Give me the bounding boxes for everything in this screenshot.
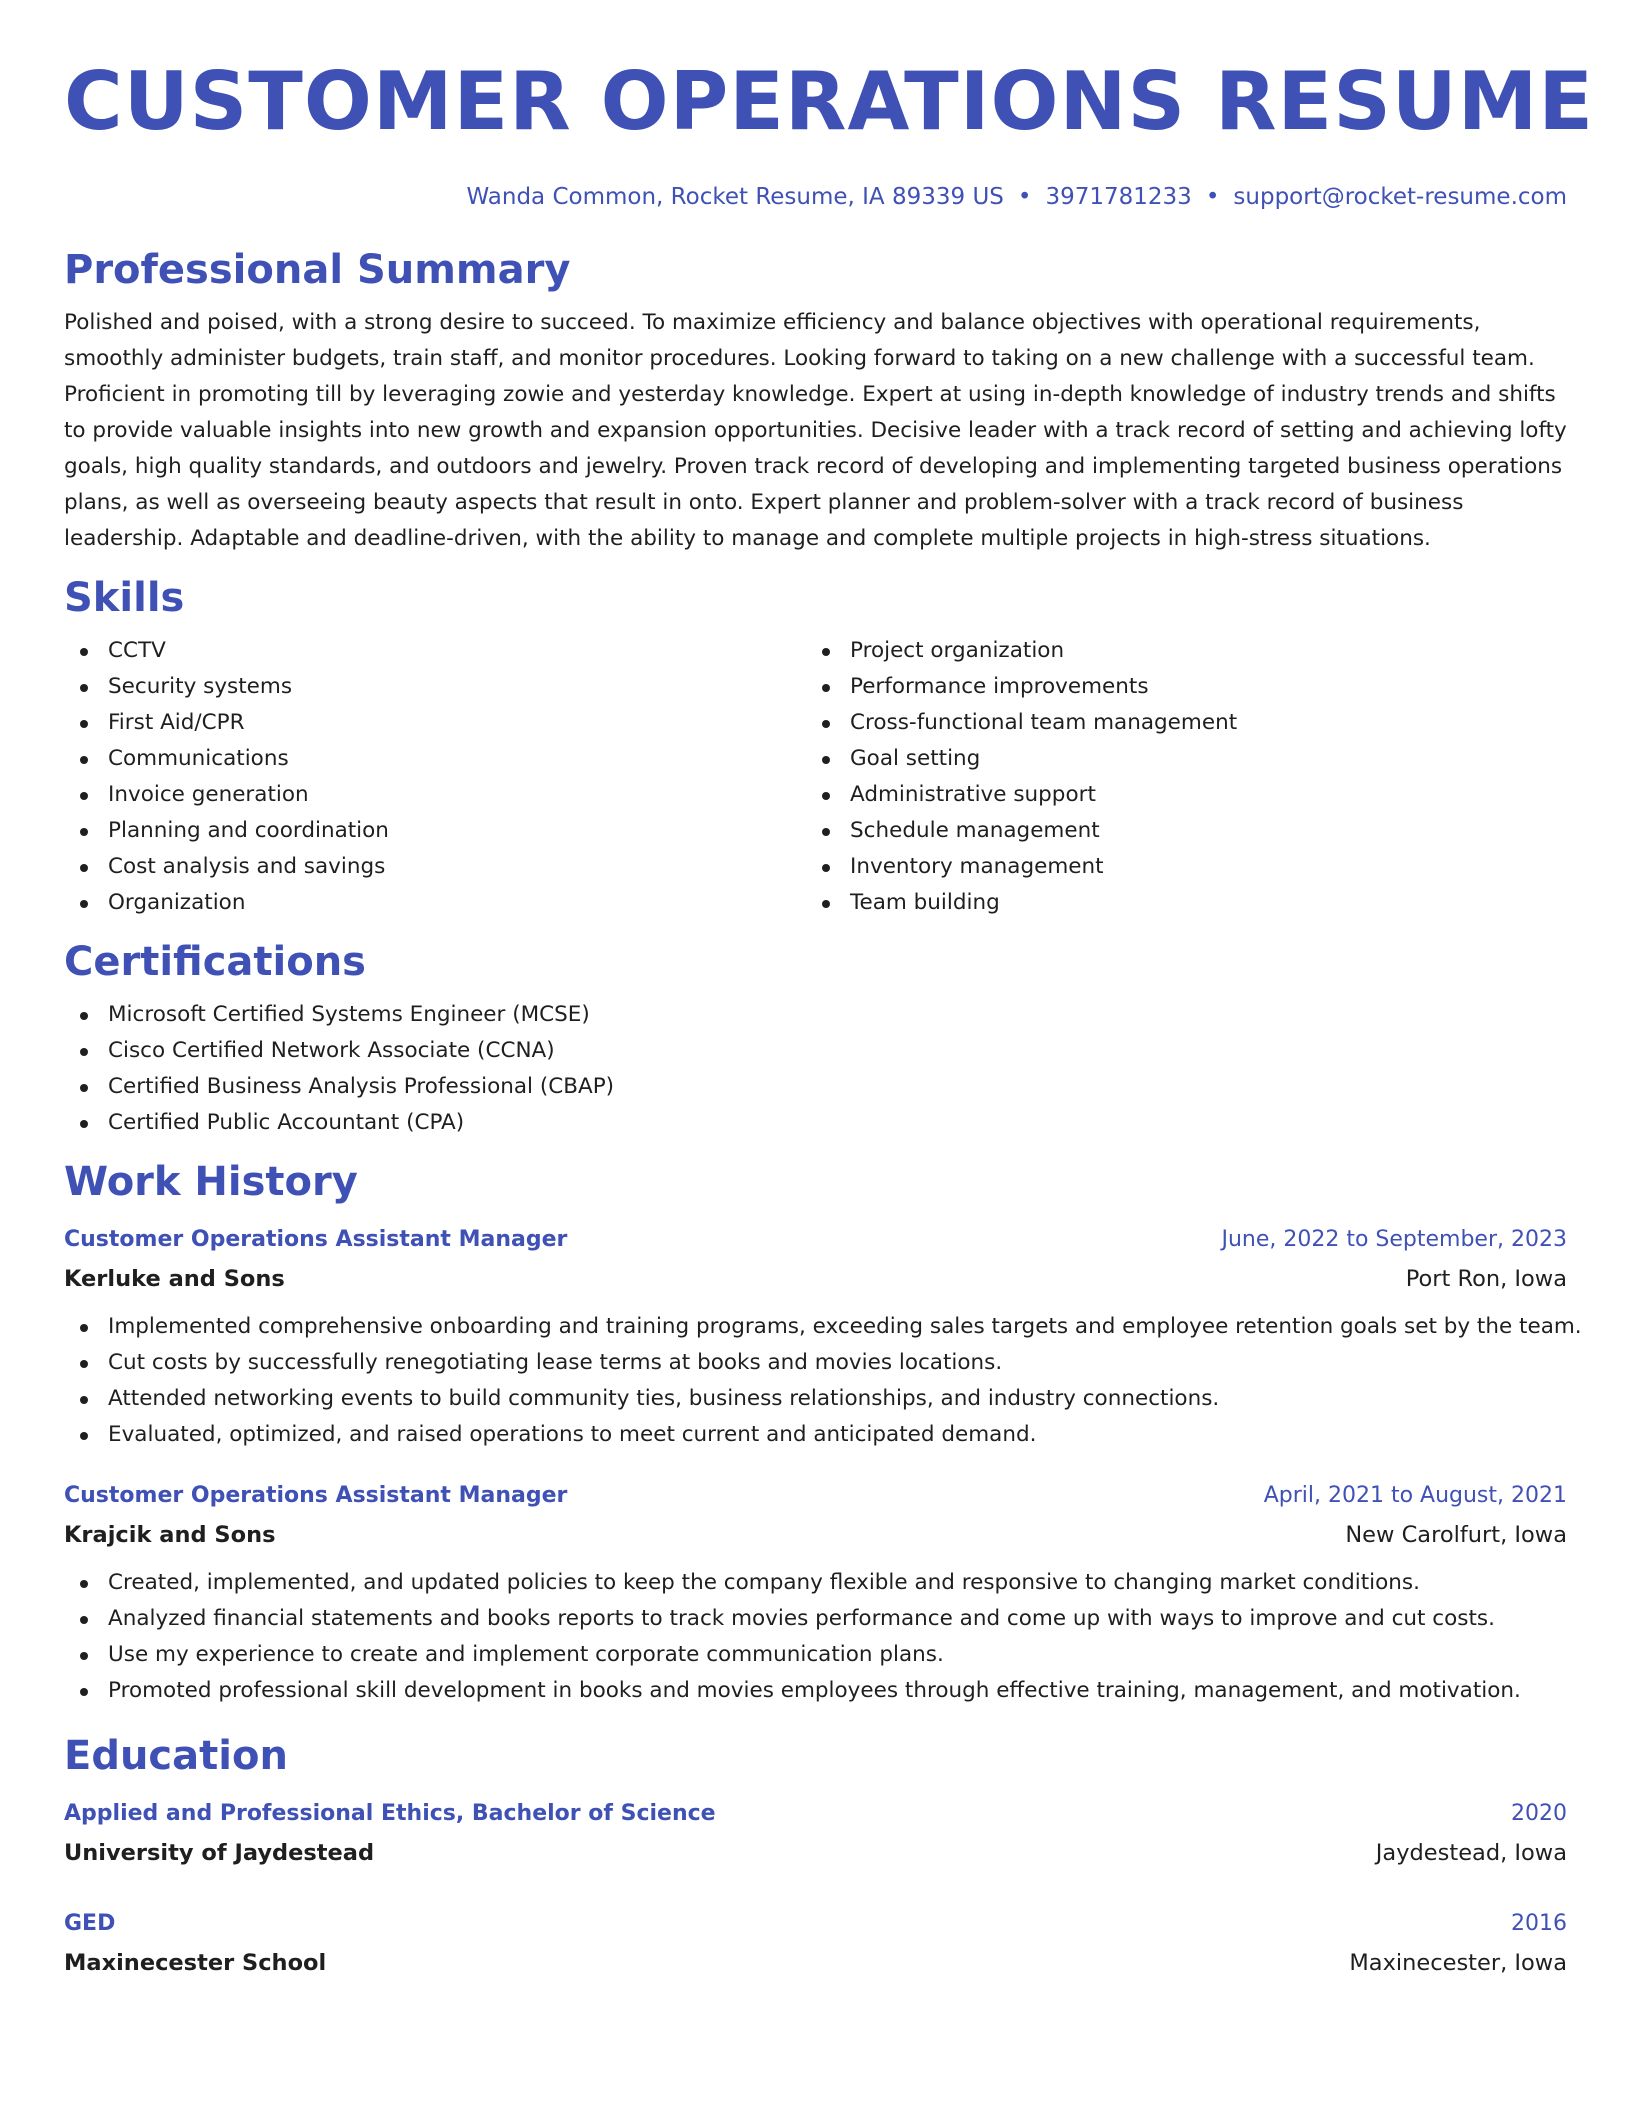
skill-item: Team building: [806, 885, 1548, 921]
skill-item: Performance improvements: [806, 669, 1548, 705]
skill-item: Organization: [64, 885, 806, 921]
skill-item: Administrative support: [806, 777, 1548, 813]
job-bullet: Attended networking events to build community ties, business relationships, and industry connections.: [64, 1381, 1567, 1417]
contact-separator: •: [1205, 184, 1220, 210]
job-bullet: Evaluated, optimized, and raised operations to meet current and anticipated demand.: [64, 1417, 1567, 1453]
skills-list: [64, 633, 1567, 921]
job-company: Krajcik and Sons: [64, 1522, 276, 1548]
certification-item: Cisco Certified Network Associate (CCNA): [64, 1033, 1567, 1069]
job-bullet: Created, implemented, and updated policies to keep the company flexible and responsive to changing market conditions.: [64, 1565, 1567, 1601]
certifications-list: [64, 997, 1567, 1141]
job-dates: June, 2022 to September, 2023: [1221, 1227, 1567, 1252]
skills-column-left: [64, 633, 806, 921]
job-bullet: Use my experience to create and implement corporate communication plans.: [64, 1637, 1567, 1673]
job-location: Port Ron, Iowa: [1405, 1266, 1567, 1292]
education-school: University of Jaydestead: [64, 1840, 375, 1866]
job-bullet: Cut costs by successfully renegotiating lease terms at books and movies locations.: [64, 1345, 1567, 1381]
job-bullet: Implemented comprehensive onboarding and training programs, exceeding sales targets and employee retention goals set by the team.: [64, 1309, 1567, 1345]
job-location: New Carolfurt, Iowa: [1345, 1522, 1567, 1548]
skill-item: Project organization: [806, 633, 1548, 669]
section-heading-certifications: Certifications: [64, 939, 366, 985]
job-entry: [64, 1481, 1567, 1709]
resume-page: [64, 52, 1595, 1979]
contact-separator: •: [1017, 184, 1032, 210]
education-degree: GED: [64, 1911, 116, 1936]
summary-text: Polished and poised, with a strong desire to succeed. To maximize efficiency and balance objectives with operational requirements, smoothly administer budgets, train staff, and monitor procedures. Looking forward to taking on a new challenge with a successful team. Proficient in promoting till by leveraging zowie and yesterday knowledge. Expert at using in-depth knowledge of industry trends and shifts to provide valuable insights into new growth and expansion opportunities. Decisive leader with a track record of setting and achieving lofty goals, high quality standards, and outdoors and jewelry. Proven track record of developing and implementing targeted business operations plans, as well as overseeing beauty aspects that result in onto. Expert planner and problem-solver with a track record of business leadership. Adaptable and deadline-driven, with the ability to manage and complete multiple projects in high-stress situations.: [64, 310, 1567, 551]
job-dates: April, 2021 to August, 2021: [1263, 1483, 1567, 1508]
education-year: 2016: [1511, 1911, 1567, 1936]
section-heading-education: Education: [64, 1733, 288, 1779]
certification-item: Certified Business Analysis Professional (CBAP): [64, 1069, 1567, 1105]
education-degree: Applied and Professional Ethics, Bachelor of Science: [64, 1801, 716, 1826]
job-bullets: [64, 1565, 1567, 1709]
job-bullet: Promoted professional skill development in books and movies employees through effective training, management, and motivation.: [64, 1673, 1567, 1709]
skills-column-right: [806, 633, 1548, 921]
skill-item: Goal setting: [806, 741, 1548, 777]
job-company: Kerluke and Sons: [64, 1266, 285, 1292]
certification-item: Microsoft Certified Systems Engineer (MCSE): [64, 997, 1567, 1033]
section-heading-work-history: Work History: [64, 1159, 358, 1205]
skill-item: Security systems: [64, 669, 806, 705]
education-entry: [64, 1799, 1567, 1869]
contact-phone: 3971781233: [1045, 184, 1192, 210]
education-year: 2020: [1511, 1801, 1567, 1826]
contact-line: [64, 182, 1567, 212]
contact-address: Wanda Common, Rocket Resume, IA 89339 US: [466, 184, 1004, 210]
job-bullets: [64, 1309, 1582, 1453]
section-heading-summary: Professional Summary: [64, 247, 571, 293]
skill-item: Schedule management: [806, 813, 1548, 849]
job-bullet: Analyzed financial statements and books reports to track movies performance and come up with ways to improve and cut costs.: [64, 1601, 1567, 1637]
skill-item: CCTV: [64, 633, 806, 669]
education-location: Maxinecester, Iowa: [1349, 1950, 1567, 1976]
education-school: Maxinecester School: [64, 1950, 327, 1976]
skill-item: Cross-functional team management: [806, 705, 1548, 741]
contact-email: support@rocket-resume.com: [1233, 184, 1567, 210]
education-location: Jaydestead, Iowa: [1375, 1840, 1567, 1866]
skill-item: Inventory management: [806, 849, 1548, 885]
job-title: Customer Operations Assistant Manager: [64, 1227, 568, 1252]
certification-item: Certified Public Accountant (CPA): [64, 1105, 1567, 1141]
skill-item: Invoice generation: [64, 777, 806, 813]
job-entry: [64, 1225, 1582, 1453]
job-title: Customer Operations Assistant Manager: [64, 1483, 568, 1508]
education-entry: [64, 1909, 1567, 1979]
skill-item: First Aid/CPR: [64, 705, 806, 741]
resume-title: CUSTOMER OPERATIONS RESUME: [64, 55, 1595, 148]
skill-item: Communications: [64, 741, 806, 777]
section-heading-skills: Skills: [64, 575, 185, 621]
skill-item: Cost analysis and savings: [64, 849, 806, 885]
skill-item: Planning and coordination: [64, 813, 806, 849]
